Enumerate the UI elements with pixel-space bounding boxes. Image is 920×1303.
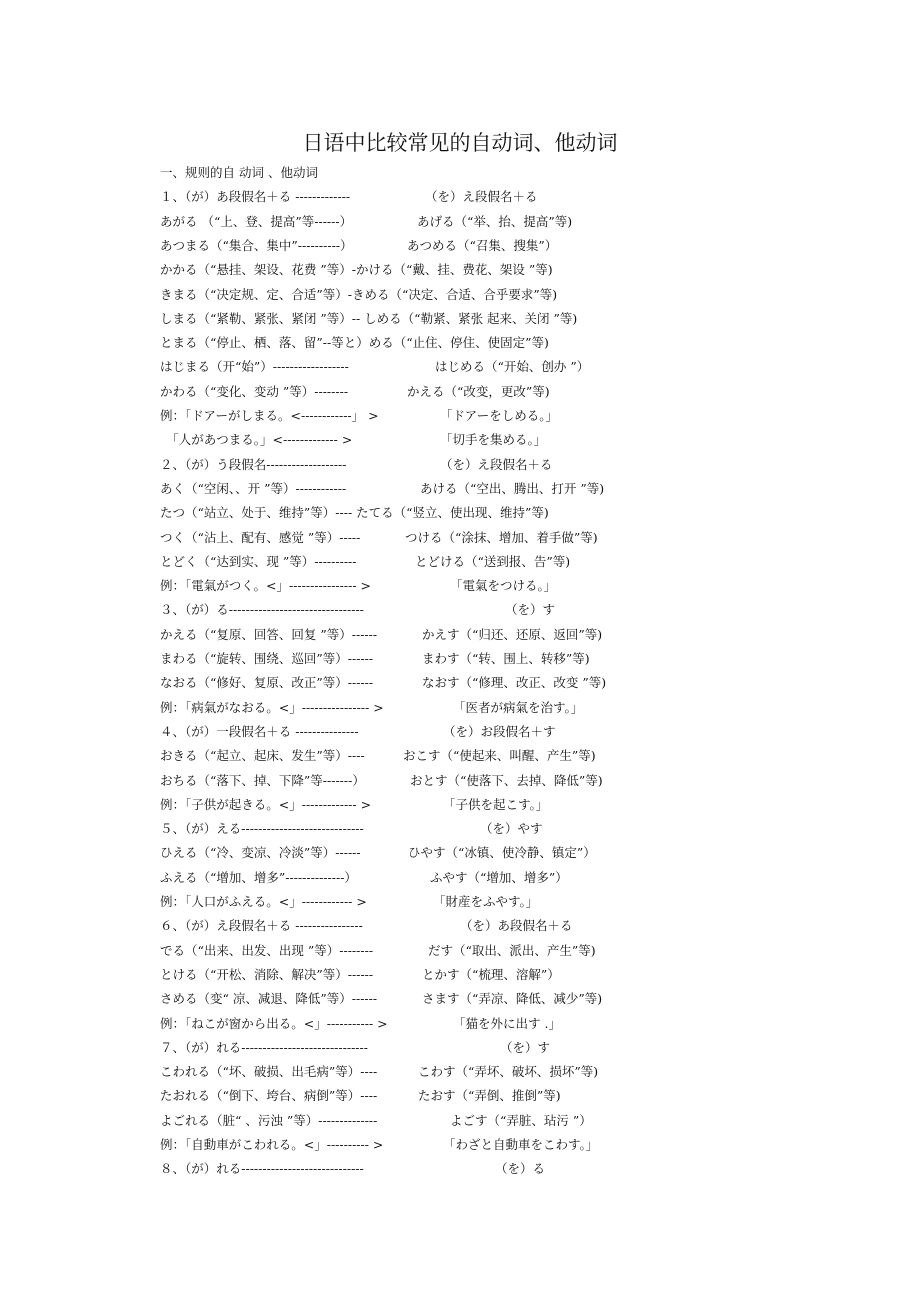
text-line	[160, 720, 556, 744]
text-line	[160, 210, 573, 234]
line-left-text: １、（が）あ段假名＋る -------------	[160, 189, 351, 205]
line-left-text: こわれる（“坏、破损、出毛病”等）----	[160, 1064, 378, 1080]
line-right-text: おとす（“使落下、去掉、降低”等)	[410, 772, 603, 788]
line-left-text: とける（“开松、消除、解决”等）------	[160, 966, 374, 982]
line-right-text: 「わざと自動車をこわす。」	[443, 1137, 599, 1152]
text-line	[160, 647, 590, 671]
text-line	[160, 161, 318, 185]
line-right-text: 「財産をふやす。」	[433, 894, 539, 909]
line-left-text: あく（“空闲、、开 ”等）------------	[160, 480, 347, 496]
line-left-text: ５、（が）える-----------------------------	[160, 821, 364, 837]
line-right-text: おこす（“使起来、叫醒、产生”等)	[403, 748, 596, 764]
text-line	[160, 331, 549, 355]
line-right-text: 「ドアーをしめる。」	[440, 408, 559, 423]
line-left-text: たおれる（“倒下、垮台、病倒”等）----	[160, 1088, 378, 1104]
line-left-text: とまる（“停止、栖、落、留”--等と）める（“止住、停住、使固定”等)	[160, 335, 549, 351]
line-right-text: 「電氣をつける。」	[450, 578, 557, 594]
text-line	[160, 817, 543, 841]
line-right-text: （を）あ段假名＋る	[460, 918, 573, 934]
line-left-text: 例：「人口がふえる。<」------------ >	[160, 894, 367, 909]
line-left-text: かわる（“变化、变动 ”等）--------	[160, 383, 349, 399]
text-line	[160, 696, 584, 720]
line-right-text: ふやす（“增加、增多”）	[430, 869, 568, 885]
text-line	[160, 477, 605, 501]
text-line	[160, 526, 598, 550]
line-left-text: きまる（“决定规、定、合适”等）-きめる（“决定、合适、合乎要求”等)	[160, 286, 558, 302]
line-left-text: 一、规则的自 动词 、他动词	[160, 165, 318, 180]
line-right-text: あげる（“举、抬、提高”等)	[417, 213, 573, 229]
line-right-text: こわす（“弄坏、破坏、损坏”等)	[418, 1064, 599, 1080]
line-left-text: あがる （“上、登、提高”等------）	[160, 213, 353, 229]
line-left-text: とどく（“达到实、现 ”等）----------	[160, 553, 357, 569]
line-left-text: ふえる（“增加、增多”--------------）	[160, 869, 357, 885]
text-line	[160, 185, 538, 209]
line-left-text: ２、（が）う段假名-------------------	[160, 456, 347, 472]
line-right-text: かえす（“归还、还原、返回”等)	[422, 626, 603, 642]
text-line	[160, 890, 539, 914]
line-right-text: （を）やす	[480, 821, 543, 837]
text-line	[160, 963, 560, 987]
line-left-text: ６、（が）え段假名＋る ----------------	[160, 918, 363, 934]
line-right-text: （を）え段假名＋る	[425, 189, 538, 205]
line-right-text: 「切手を集める。」	[440, 432, 547, 448]
line-right-text: つける（“涂抹、增加、着手做”等)	[405, 529, 598, 545]
text-line	[160, 914, 573, 938]
line-right-text: あける（“空出、腾出、打开 ”等)	[420, 480, 605, 496]
line-left-text: ８、（が）れる-----------------------------	[160, 1161, 364, 1177]
text-line	[160, 793, 549, 817]
line-right-text: （を）え段假名＋る	[440, 456, 553, 472]
line-right-text: かえる（“改变，更改”等)	[407, 383, 550, 399]
line-right-text: たおす（“弄倒、推倒”等)	[418, 1088, 561, 1104]
line-left-text: 例：「ねこが窗から出る。<」----------- >	[160, 1015, 388, 1031]
text-line	[160, 574, 557, 598]
line-left-text: しまる（“紧勒、紧张、紧闭 ”等）-- しめる（“勒紧、紧张 起来、关闭 ”等)	[160, 310, 578, 326]
line-right-text: （を）す	[505, 602, 556, 618]
text-line	[160, 428, 547, 452]
line-right-text: まわす（“转、围上、转移”等)	[422, 651, 590, 666]
text-line	[160, 501, 549, 525]
line-right-text: なおす（“修理、改正、改变 ”等)	[422, 675, 607, 691]
line-right-text: はじめる（“开始、创办 ”）	[435, 359, 590, 375]
line-left-text: 例：「ドアーがしまる。<------------」 >	[160, 408, 379, 423]
line-right-text: とどける（“送到报、告”等)	[415, 553, 571, 569]
text-line	[160, 355, 590, 379]
text-line	[160, 939, 596, 963]
text-line	[160, 380, 550, 404]
line-right-text: 「子供を起こす。」	[443, 796, 549, 812]
line-right-text: さます（“弄凉、降低、减少”等)	[422, 991, 603, 1007]
line-left-text: はじまる（开“始”）------------------	[160, 359, 349, 375]
line-left-text: ３、（が）る--------------------------------	[160, 602, 364, 618]
line-left-text: なおる（“修好、复原、改正”等）------	[160, 675, 374, 691]
line-right-text: （を）る	[495, 1161, 546, 1177]
text-line	[160, 1084, 561, 1108]
line-left-text: あつまる（“集合、集中”----------）	[160, 237, 353, 253]
line-left-text: おちる（“落下、掉、下降”等-------）	[160, 772, 365, 788]
line-right-text: 「医者が病氣を治す。」	[453, 699, 584, 715]
line-right-text: よごす（“弄脏、玷污 ”）	[450, 1112, 592, 1128]
line-right-text: （を）す	[500, 1039, 551, 1055]
line-left-text: でる（“出来、出发、出现 ”等）--------	[160, 942, 374, 958]
text-line	[160, 866, 568, 890]
text-line	[160, 987, 603, 1011]
line-left-text: たつ（“站立、处于、维持”等）---- たてる（“竖立、使出现、维持”等)	[160, 505, 549, 521]
text-line	[160, 1133, 599, 1157]
page-title: 日语中比较常见的自动词、他动词	[302, 131, 618, 155]
text-line	[160, 550, 571, 574]
text-line	[160, 841, 596, 865]
line-right-text: だす（“取出、派出、产生”等)	[428, 942, 596, 958]
text-line	[160, 258, 553, 282]
text-line	[160, 453, 553, 477]
line-left-text: さめる（变“ 凉、减退、降低”等）------	[160, 991, 378, 1007]
text-line	[160, 404, 559, 428]
line-left-text: 例：「病氣がなおる。<」---------------- >	[160, 699, 384, 715]
line-left-text: かえる（“复原、回答、回复 ”等）------	[160, 626, 378, 642]
line-left-text: つく（“沾上、配有、感觉 ”等）-----	[160, 529, 361, 545]
line-left-text: おきる（“起立、起床、发生”等）----	[160, 748, 365, 764]
text-line	[160, 744, 596, 768]
text-line	[160, 1012, 561, 1036]
text-line	[160, 1157, 546, 1181]
line-right-text: とかす（“梳理、溶解”）	[422, 966, 560, 982]
line-right-text: ひやす（“冰镇、使冷静、镇定”）	[408, 845, 596, 861]
line-left-text: ４、（が）一段假名＋る ---------------	[160, 723, 359, 739]
line-left-text: まわる（“旋转、围绕、巡回”等）------	[160, 651, 374, 666]
text-line	[160, 623, 603, 647]
line-left-text: よごれる（脏“ 、污浊 ”等）--------------	[160, 1112, 378, 1128]
text-line	[160, 283, 557, 307]
line-left-text: ひえる（“冷、变凉、冷淡”等）------	[160, 845, 361, 861]
line-left-text: 「人があつまる。」<------------- >	[160, 432, 353, 448]
text-line	[160, 1036, 551, 1060]
line-right-text: 「猫を外に出す .」	[453, 1015, 561, 1031]
line-left-text: 例：「自動車がこわれる。<」---------- >	[160, 1137, 384, 1152]
line-left-text: 例：「電氣がつく。<」---------------- >	[160, 578, 371, 594]
line-left-text: 例：「子供が起きる。<」------------- >	[160, 796, 372, 812]
text-line	[160, 769, 603, 793]
text-line	[160, 1060, 599, 1084]
text-line	[160, 307, 577, 331]
line-left-text: ７、（が）れる------------------------------	[160, 1039, 368, 1055]
line-left-text: かかる（“悬挂、架设、花费 ”等）-かける（“戴、挂、费花、架设 ”等)	[160, 262, 553, 278]
text-line	[160, 598, 556, 622]
text-line	[160, 1109, 592, 1133]
text-line	[160, 234, 558, 258]
line-right-text: （を）お段假名＋す	[443, 723, 556, 739]
line-right-text: あつめる（“召集、搜集”）	[407, 237, 558, 253]
text-line	[160, 671, 607, 695]
